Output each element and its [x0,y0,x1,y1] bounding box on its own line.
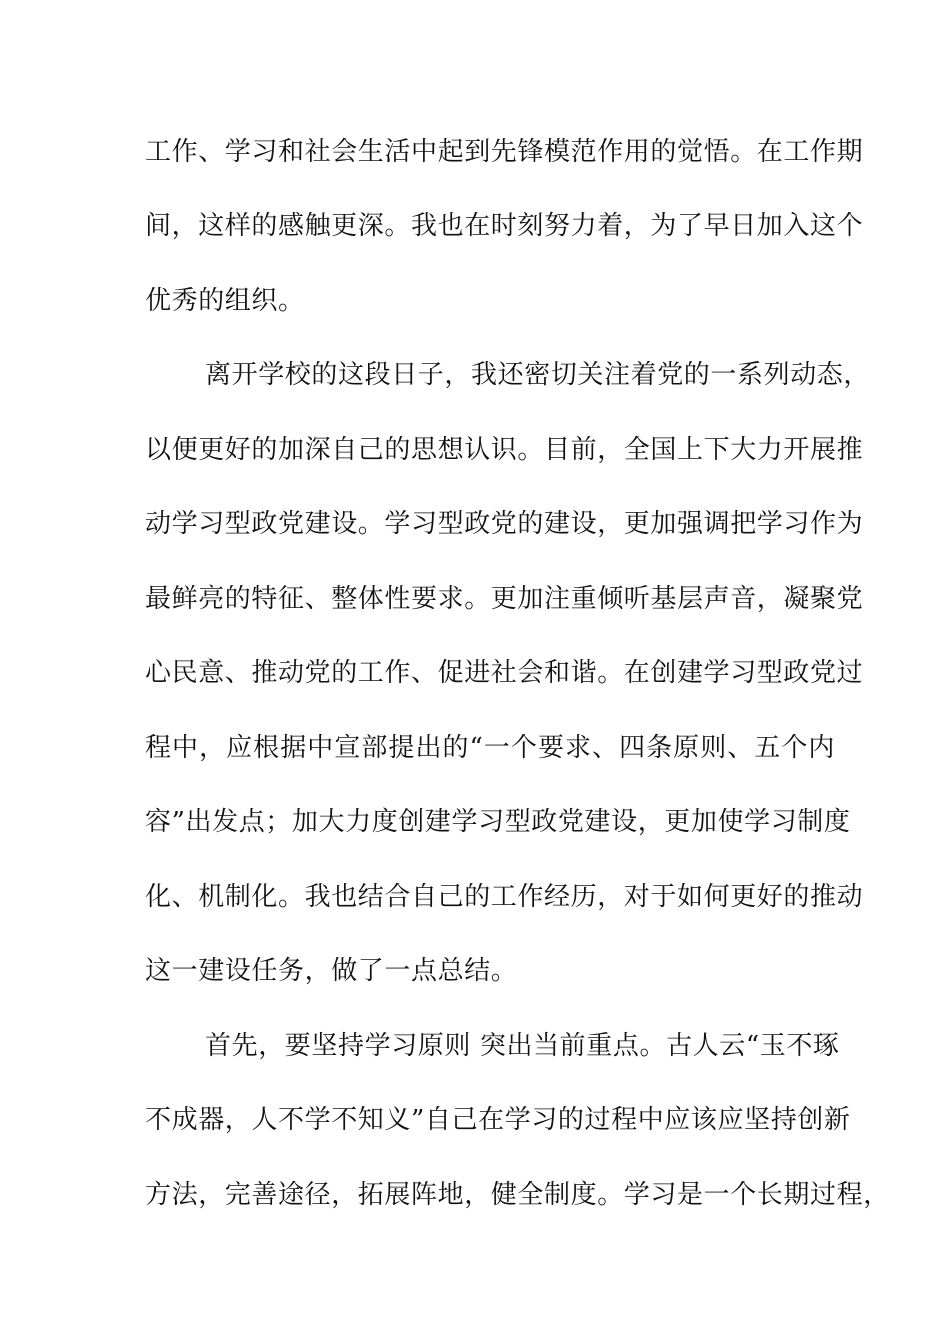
text-line: 方法，完善途径，拓展阵地，健全制度。学习是一个长期过程， [145,1180,890,1210]
text-line: 工作、学习和社会生活中起到先锋模范作用的觉悟。在工作期 [145,137,864,167]
text-line: 化、机制化。我也结合自己的工作经历，对于如何更好的推动 [145,882,864,912]
paragraph-first-line: 离开学校的这段日子，我还密切关注着党的一系列动态， [205,360,871,390]
text-line: 容”出发点；加大力度创建学习型政党建设，更加使学习制度 [145,807,851,837]
text-line: 最鲜亮的特征、整体性要求。更加注重倾听基层声音，凝聚党 [145,584,864,614]
text-line: 间，这样的感触更深。我也在时刻努力着，为了早日加入这个 [145,211,864,241]
text-line: 程中，应根据中宣部提出的“一个要求、四条原则、五个内 [145,733,835,763]
text-line: 这一建设任务，做了一点总结。 [145,956,518,986]
text-line: 动学习型政党建设。学习型政党的建设，更加强调把学习作为 [145,509,864,539]
text-line: 心民意、推动党的工作、促进社会和谐。在创建学习型政党过 [145,658,864,688]
text-line: 不成器，人不学不知义”自己在学习的过程中应该应坚持创新 [145,1105,851,1135]
text-line: 以便更好的加深自己的思想认识。目前，全国上下大力开展推 [145,435,864,465]
text-line: 优秀的组织。 [145,286,305,316]
paragraph-first-line: 首先，要坚持学习原则 突出当前重点。古人云“玉不琢 [205,1031,840,1061]
